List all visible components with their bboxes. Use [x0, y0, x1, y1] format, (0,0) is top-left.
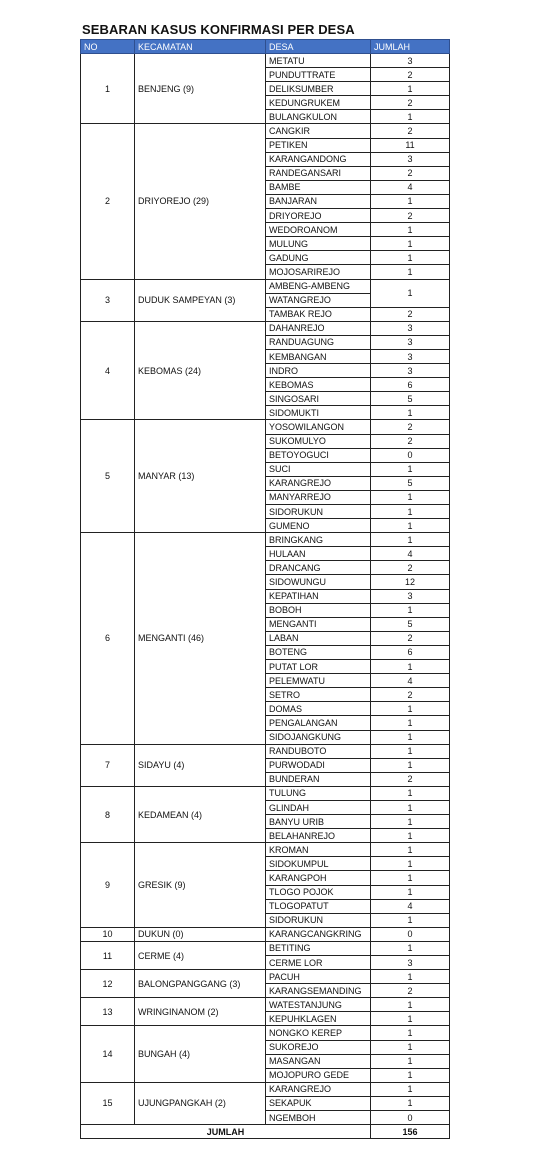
village-name: GADUNG: [266, 251, 371, 265]
village-name: SIDORUKUN: [266, 505, 371, 519]
village-case-count: 1: [371, 1068, 450, 1082]
village-name: YOSOWILANGON: [266, 420, 371, 434]
village-name: NONGKO KEREP: [266, 1026, 371, 1040]
village-case-count: 5: [371, 476, 450, 490]
village-case-count: 1: [371, 505, 450, 519]
village-name: AMBENG-AMBENG: [266, 279, 371, 293]
district-number: 12: [81, 970, 135, 998]
village-name: PENGALANGAN: [266, 716, 371, 730]
village-case-count: 1: [371, 871, 450, 885]
village-name: WATANGREJO: [266, 293, 371, 307]
village-name: DRANCANG: [266, 561, 371, 575]
header-jumlah: JUMLAH: [371, 40, 450, 54]
district-number: 1: [81, 54, 135, 124]
village-name: SIDOWUNGU: [266, 575, 371, 589]
village-case-count: 0: [371, 927, 450, 941]
district-name: BENJENG (9): [135, 54, 266, 124]
header-row: [81, 40, 450, 54]
table-header: [81, 40, 450, 54]
district-name: GRESIK (9): [135, 843, 266, 928]
district-name: DUKUN (0): [135, 927, 266, 941]
village-name: BOBOH: [266, 603, 371, 617]
village-case-count: 1: [371, 194, 450, 208]
district-name: DRIYOREJO (29): [135, 124, 266, 279]
village-name: TAMBAK REJO: [266, 307, 371, 321]
village-name: BETITING: [266, 941, 371, 955]
village-case-count: 4: [371, 547, 450, 561]
village-name: TULUNG: [266, 786, 371, 800]
village-case-count: 1: [371, 829, 450, 843]
village-case-count: 1: [371, 730, 450, 744]
village-case-count: 1: [371, 1012, 450, 1026]
village-name: DOMAS: [266, 702, 371, 716]
table-row: [81, 124, 450, 138]
village-case-count: 2: [371, 420, 450, 434]
district-name: BUNGAH (4): [135, 1026, 266, 1082]
village-case-count: 1: [371, 533, 450, 547]
village-name: DRIYOREJO: [266, 209, 371, 223]
village-name: MENGANTI: [266, 617, 371, 631]
village-case-count: 1: [371, 82, 450, 96]
village-case-count: 1: [371, 265, 450, 279]
village-case-count: 1: [371, 237, 450, 251]
village-name: MOJOSARIREJO: [266, 265, 371, 279]
village-case-count: 1: [371, 406, 450, 420]
district-number: 14: [81, 1026, 135, 1082]
header-kecamatan: KECAMATAN: [135, 40, 266, 54]
village-name: KARANGREJO: [266, 476, 371, 490]
village-case-count: 11: [371, 138, 450, 152]
village-name: GLINDAH: [266, 800, 371, 814]
district-name: SIDAYU (4): [135, 744, 266, 786]
village-name: METATU: [266, 54, 371, 68]
village-case-count: 1: [371, 885, 450, 899]
district-number: 2: [81, 124, 135, 279]
village-case-count: 0: [371, 1111, 450, 1125]
village-case-count: 1: [371, 223, 450, 237]
village-case-count: 1: [371, 1096, 450, 1110]
table-row: [81, 998, 450, 1012]
district-name: MENGANTI (46): [135, 533, 266, 744]
village-name: RANDUBOTO: [266, 744, 371, 758]
village-name: TLOGOPATUT: [266, 899, 371, 913]
village-name: SIDOMUKTI: [266, 406, 371, 420]
village-name: KARANGANDONG: [266, 152, 371, 166]
village-case-count: 3: [371, 335, 450, 349]
village-case-count: 1: [371, 1040, 450, 1054]
district-name: KEDAMEAN (4): [135, 786, 266, 842]
district-name: WRINGINANOM (2): [135, 998, 266, 1026]
table-row: [81, 843, 450, 857]
village-case-count: 1: [371, 843, 450, 857]
village-case-count: 1: [371, 279, 450, 307]
village-name: KARANGPOH: [266, 871, 371, 885]
village-name: BOTENG: [266, 645, 371, 659]
district-name: BALONGPANGGANG (3): [135, 970, 266, 998]
district-number: 7: [81, 744, 135, 786]
village-case-count: 1: [371, 603, 450, 617]
village-name: PETIKEN: [266, 138, 371, 152]
village-name: PUNDUTTRATE: [266, 68, 371, 82]
village-name: BRINGKANG: [266, 533, 371, 547]
village-case-count: 1: [371, 702, 450, 716]
district-number: 4: [81, 321, 135, 420]
village-name: BANJARAN: [266, 194, 371, 208]
village-case-count: 3: [371, 589, 450, 603]
district-number: 13: [81, 998, 135, 1026]
village-name: SIDOJANGKUNG: [266, 730, 371, 744]
village-name: SUKOMULYO: [266, 434, 371, 448]
village-case-count: 1: [371, 758, 450, 772]
table-row: [81, 1026, 450, 1040]
village-case-count: 3: [371, 956, 450, 970]
village-name: KROMAN: [266, 843, 371, 857]
village-name: GUMENO: [266, 519, 371, 533]
village-name: KARANGCANGKRING: [266, 927, 371, 941]
table-row: [81, 786, 450, 800]
district-number: 6: [81, 533, 135, 744]
village-case-count: 2: [371, 307, 450, 321]
village-case-count: 1: [371, 462, 450, 476]
village-case-count: 1: [371, 1082, 450, 1096]
village-case-count: 12: [371, 575, 450, 589]
district-number: 10: [81, 927, 135, 941]
district-name: DUDUK SAMPEYAN (3): [135, 279, 266, 321]
village-name: BUNDERAN: [266, 772, 371, 786]
village-case-count: 3: [371, 152, 450, 166]
village-name: KEBOMAS: [266, 378, 371, 392]
header-desa: DESA: [266, 40, 371, 54]
village-name: MOJOPURO GEDE: [266, 1068, 371, 1082]
cases-table: [80, 39, 450, 1139]
village-case-count: 3: [371, 54, 450, 68]
village-case-count: 1: [371, 660, 450, 674]
village-case-count: 1: [371, 800, 450, 814]
header-no: NO: [81, 40, 135, 54]
table-row: [81, 744, 450, 758]
village-name: KARANGSEMANDING: [266, 984, 371, 998]
village-name: NGEMBOH: [266, 1111, 371, 1125]
village-case-count: 5: [371, 617, 450, 631]
table-row: [81, 420, 450, 434]
district-number: 8: [81, 786, 135, 842]
table-row: [81, 927, 450, 941]
village-case-count: 4: [371, 899, 450, 913]
table-footer: [81, 1125, 450, 1139]
village-case-count: 2: [371, 209, 450, 223]
village-case-count: 1: [371, 490, 450, 504]
table-row: [81, 1082, 450, 1096]
village-case-count: 1: [371, 857, 450, 871]
village-case-count: 1: [371, 786, 450, 800]
village-name: RANDUAGUNG: [266, 335, 371, 349]
district-number: 15: [81, 1082, 135, 1124]
table-row: [81, 941, 450, 955]
village-name: PUTAT LOR: [266, 660, 371, 674]
village-case-count: 1: [371, 998, 450, 1012]
village-name: DAHANREJO: [266, 321, 371, 335]
village-case-count: 4: [371, 674, 450, 688]
village-name: BAMBE: [266, 180, 371, 194]
village-case-count: 2: [371, 434, 450, 448]
village-name: TLOGO POJOK: [266, 885, 371, 899]
village-case-count: 2: [371, 561, 450, 575]
village-name: PACUH: [266, 970, 371, 984]
village-name: PELEMWATU: [266, 674, 371, 688]
village-case-count: 1: [371, 1054, 450, 1068]
village-case-count: 2: [371, 124, 450, 138]
village-case-count: 1: [371, 815, 450, 829]
village-name: MULUNG: [266, 237, 371, 251]
village-case-count: 2: [371, 96, 450, 110]
district-name: MANYAR (13): [135, 420, 266, 533]
table-row: [81, 533, 450, 547]
village-name: SETRO: [266, 688, 371, 702]
village-case-count: 3: [371, 364, 450, 378]
total-row: [81, 1125, 450, 1139]
village-name: PURWODADI: [266, 758, 371, 772]
village-case-count: 6: [371, 645, 450, 659]
village-case-count: 2: [371, 166, 450, 180]
village-name: LABAN: [266, 631, 371, 645]
village-name: SUKOREJO: [266, 1040, 371, 1054]
village-case-count: 1: [371, 519, 450, 533]
village-name: KEMBANGAN: [266, 349, 371, 363]
village-case-count: 2: [371, 631, 450, 645]
village-name: KEPUHKLAGEN: [266, 1012, 371, 1026]
village-name: BELAHANREJO: [266, 829, 371, 843]
village-case-count: 1: [371, 941, 450, 955]
village-name: WEDOROANOM: [266, 223, 371, 237]
village-name: MANYARREJO: [266, 490, 371, 504]
village-case-count: 3: [371, 321, 450, 335]
village-case-count: 0: [371, 448, 450, 462]
village-case-count: 1: [371, 913, 450, 927]
village-name: CANGKIR: [266, 124, 371, 138]
village-case-count: 3: [371, 349, 450, 363]
village-name: MASANGAN: [266, 1054, 371, 1068]
table-body: [81, 54, 450, 1125]
village-name: BETOYOGUCI: [266, 448, 371, 462]
district-name: KEBOMAS (24): [135, 321, 266, 420]
village-name: BULANGKULON: [266, 110, 371, 124]
district-number: 11: [81, 941, 135, 969]
district-number: 5: [81, 420, 135, 533]
table-row: [81, 279, 450, 293]
village-name: RANDEGANSARI: [266, 166, 371, 180]
village-case-count: 4: [371, 180, 450, 194]
village-case-count: 2: [371, 984, 450, 998]
total-label: JUMLAH: [81, 1125, 371, 1139]
village-name: KEPATIHAN: [266, 589, 371, 603]
village-case-count: 1: [371, 716, 450, 730]
district-name: UJUNGPANGKAH (2): [135, 1082, 266, 1124]
village-case-count: 2: [371, 772, 450, 786]
village-case-count: 1: [371, 251, 450, 265]
village-name: SIDORUKUN: [266, 913, 371, 927]
village-case-count: 1: [371, 744, 450, 758]
district-number: 3: [81, 279, 135, 321]
village-name: DELIKSUMBER: [266, 82, 371, 96]
page-title: SEBARAN KASUS KONFIRMASI PER DESA: [82, 22, 355, 37]
village-name: HULAAN: [266, 547, 371, 561]
village-case-count: 6: [371, 378, 450, 392]
village-name: KARANGREJO: [266, 1082, 371, 1096]
table-row: [81, 970, 450, 984]
total-value: 156: [371, 1125, 450, 1139]
village-name: KEDUNGRUKEM: [266, 96, 371, 110]
village-case-count: 2: [371, 68, 450, 82]
village-name: CERME LOR: [266, 956, 371, 970]
district-name: CERME (4): [135, 941, 266, 969]
village-name: BANYU URIB: [266, 815, 371, 829]
village-name: SINGOSARI: [266, 392, 371, 406]
village-name: INDRO: [266, 364, 371, 378]
village-name: SEKAPUK: [266, 1096, 371, 1110]
village-case-count: 2: [371, 688, 450, 702]
village-case-count: 1: [371, 110, 450, 124]
village-name: SUCI: [266, 462, 371, 476]
district-number: 9: [81, 843, 135, 928]
table-row: [81, 54, 450, 68]
village-name: SIDOKUMPUL: [266, 857, 371, 871]
village-case-count: 1: [371, 970, 450, 984]
village-name: WATESTANJUNG: [266, 998, 371, 1012]
village-case-count: 1: [371, 1026, 450, 1040]
village-case-count: 5: [371, 392, 450, 406]
table-row: [81, 321, 450, 335]
